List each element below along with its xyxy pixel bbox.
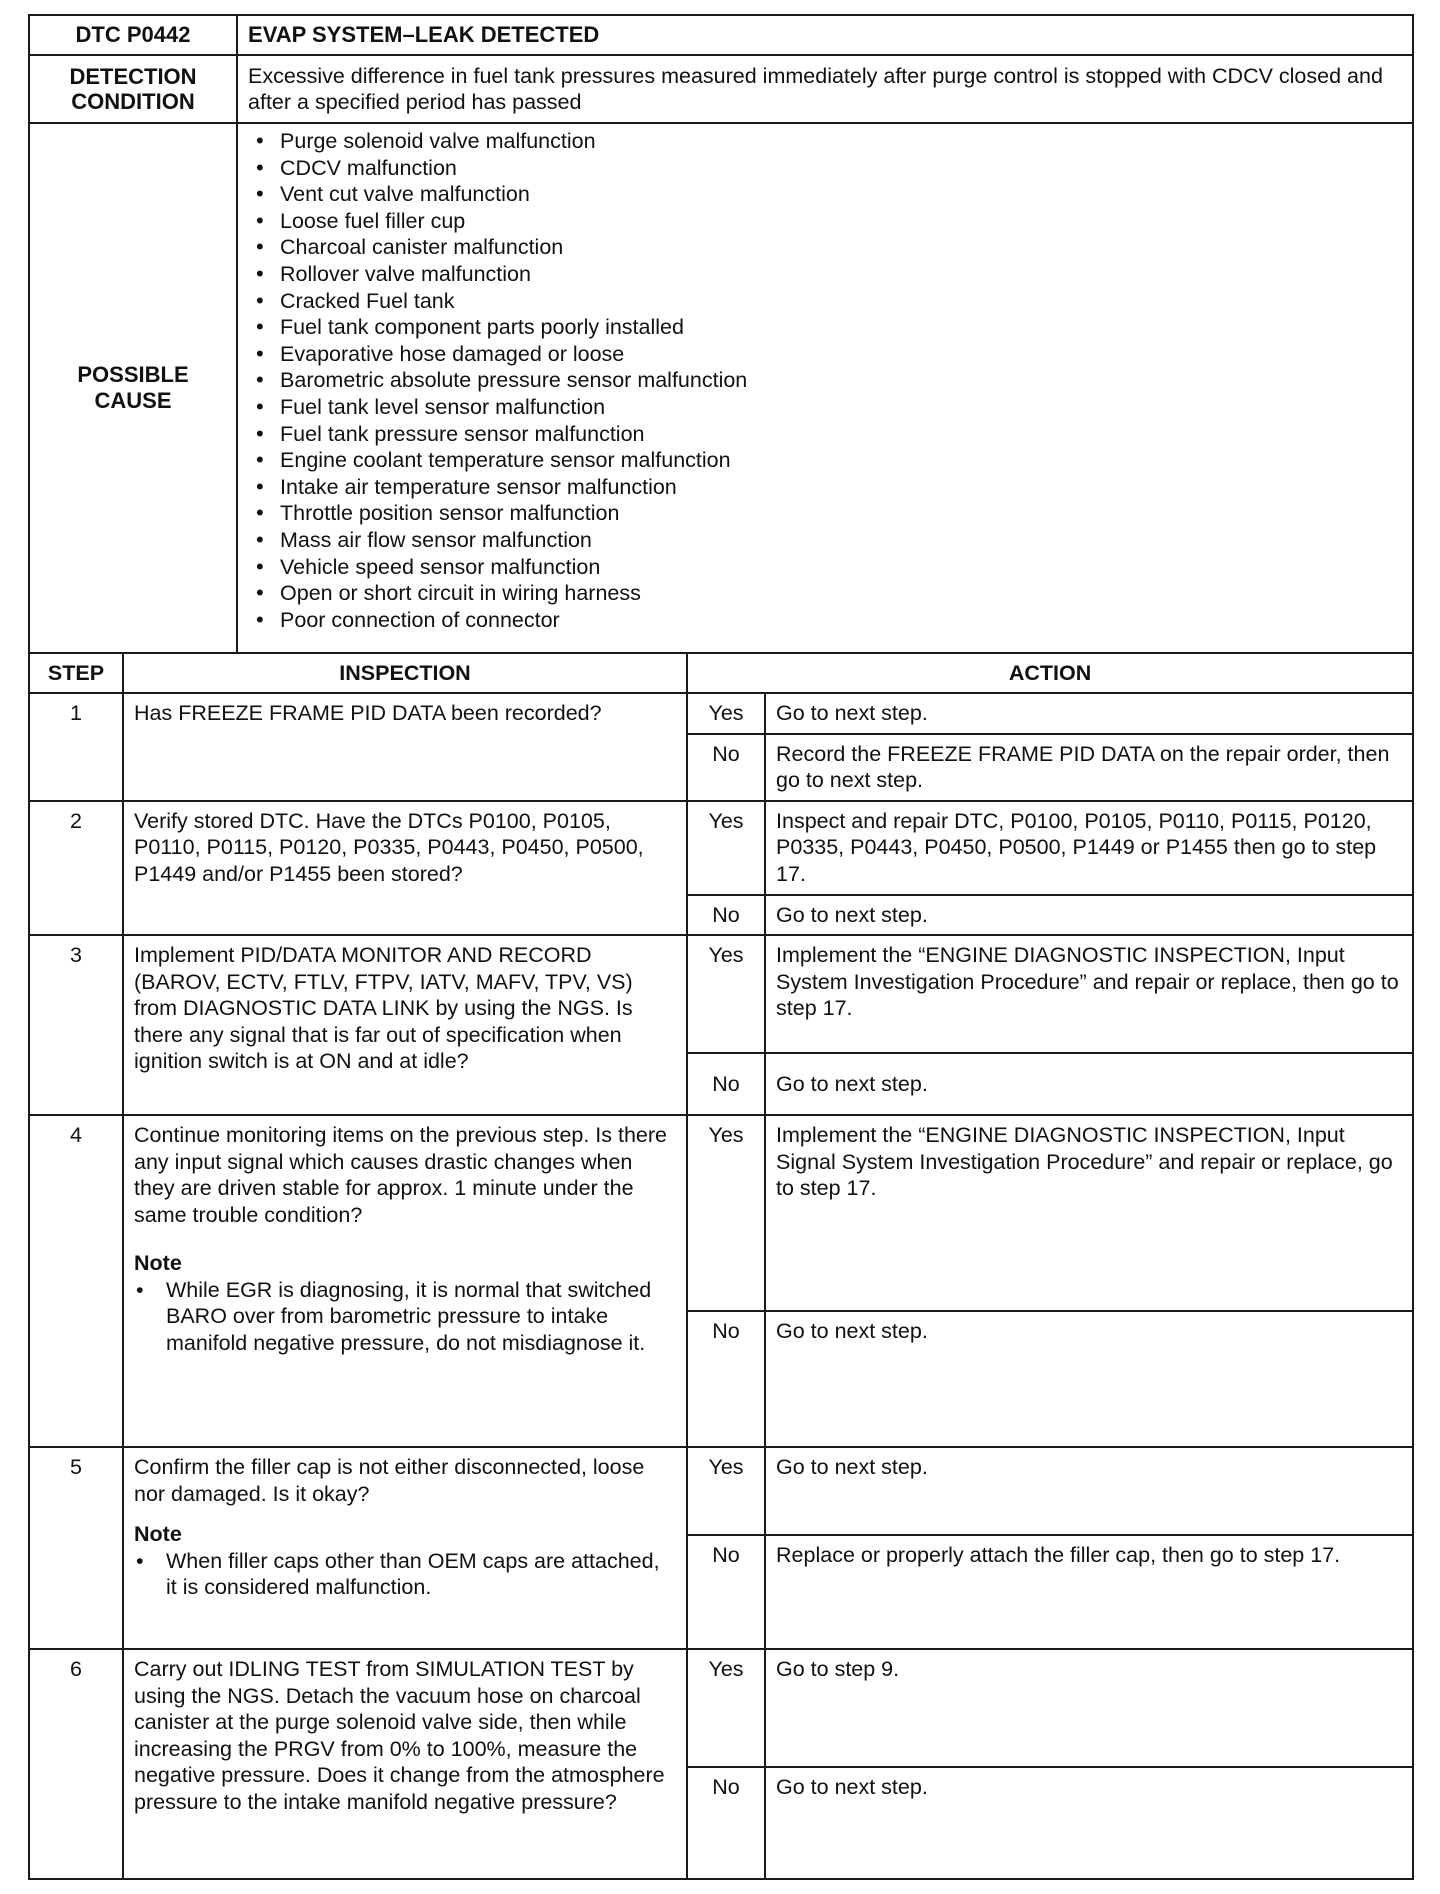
action-column-header: ACTION: [687, 653, 1413, 693]
no-label: No: [687, 895, 765, 936]
table-row: [29, 1115, 1413, 1311]
diagnostic-table: [28, 14, 1414, 1880]
cause-item: • Fuel tank level sensor malfunction: [248, 394, 1402, 421]
yes-label: Yes: [687, 935, 765, 1053]
dtc-header-row: [29, 15, 1413, 55]
no-action: Record the FREEZE FRAME PID DATA on the repair order, then go to next step.: [765, 734, 1413, 801]
yes-label: Yes: [687, 1649, 765, 1767]
cause-item: • Poor connection of connector: [248, 607, 1402, 634]
dtc-sheet: [28, 14, 1412, 1880]
cause-item: • Fuel tank component parts poorly installed: [248, 314, 1402, 341]
cause-label: POSSIBLE CAUSE: [29, 123, 237, 653]
step-number: 3: [29, 935, 123, 1115]
cause-item: • Fuel tank pressure sensor malfunction: [248, 421, 1402, 448]
note-title: Note: [134, 1251, 182, 1275]
cause-item: • Cracked Fuel tank: [248, 288, 1402, 315]
no-action: Go to next step.: [765, 1767, 1413, 1879]
cause-item: • Rollover valve malfunction: [248, 261, 1402, 288]
step-number: 6: [29, 1649, 123, 1879]
inspection-text: Confirm the filler cap is not either disconnected, loose nor damaged. Is it okay?: [134, 1455, 645, 1506]
inspection-cell: Has FREEZE FRAME PID DATA been recorded?: [123, 693, 687, 801]
cause-item: • Intake air temperature sensor malfunction: [248, 474, 1402, 501]
yes-label: Yes: [687, 801, 765, 895]
dtc-title: EVAP SYSTEM–LEAK DETECTED: [237, 15, 1413, 55]
inspection-cell: [123, 1115, 687, 1447]
cause-item: • Loose fuel filler cup: [248, 208, 1402, 235]
cause-item: • Engine coolant temperature sensor malfunction: [248, 447, 1402, 474]
inspection-column-header: INSPECTION: [123, 653, 687, 693]
table-row: [29, 693, 1413, 734]
note-text: • While EGR is diagnosing, it is normal that switched BARO over from barometric pressure to intake manifold negative pressure, do not misdiagnose it.: [134, 1277, 676, 1357]
cause-item: • CDCV malfunction: [248, 155, 1402, 182]
table-row: [29, 1447, 1413, 1535]
table-row: [29, 1649, 1413, 1767]
detection-label: DETECTION CONDITION: [29, 55, 237, 123]
step-number: 5: [29, 1447, 123, 1649]
cause-list: [248, 128, 1402, 633]
cause-item: • Throttle position sensor malfunction: [248, 500, 1402, 527]
step-number: 4: [29, 1115, 123, 1447]
no-action: Go to next step.: [765, 895, 1413, 936]
no-action: Go to next step.: [765, 1311, 1413, 1447]
cause-item: • Purge solenoid valve malfunction: [248, 128, 1402, 155]
step-number: 1: [29, 693, 123, 801]
yes-action: Go to next step.: [765, 1447, 1413, 1535]
inspection-text: Continue monitoring items on the previous step. Is there any input signal which causes drastic changes when they are driven stable for approx. 1 minute under the same trouble condition?: [134, 1123, 668, 1227]
detection-text: Excessive difference in fuel tank pressures measured immediately after purge control is stopped with CDCV closed and after a specified period has passed: [237, 55, 1413, 123]
cause-item: • Barometric absolute pressure sensor malfunction: [248, 367, 1402, 394]
yes-action: Go to step 9.: [765, 1649, 1413, 1767]
cause-item: • Mass air flow sensor malfunction: [248, 527, 1402, 554]
detection-row: [29, 55, 1413, 123]
no-label: No: [687, 734, 765, 801]
yes-action: Go to next step.: [765, 693, 1413, 734]
cause-item: • Vehicle speed sensor malfunction: [248, 554, 1402, 581]
cause-item: • Vent cut valve malfunction: [248, 181, 1402, 208]
no-label: No: [687, 1053, 765, 1115]
inspection-cell: Verify stored DTC. Have the DTCs P0100, P0105, P0110, P0115, P0120, P0335, P0443, P0450, P0500, P1449 and/or P1455 been stored?: [123, 801, 687, 936]
no-action: Go to next step.: [765, 1053, 1413, 1115]
yes-action: Inspect and repair DTC, P0100, P0105, P0110, P0115, P0120, P0335, P0443, P0450, P0500, P1449 or P1455 then go to step 17.: [765, 801, 1413, 895]
dtc-code: DTC P0442: [29, 15, 237, 55]
table-row: [29, 801, 1413, 895]
yes-action: Implement the “ENGINE DIAGNOSTIC INSPECTION, Input System Investigation Procedure” and repair or replace, then go to step 17.: [765, 935, 1413, 1053]
no-label: No: [687, 1311, 765, 1447]
step-number: 2: [29, 801, 123, 936]
no-label: No: [687, 1535, 765, 1649]
step-column-header: STEP: [29, 653, 123, 693]
possible-cause-row: [29, 123, 1413, 653]
no-label: No: [687, 1767, 765, 1879]
yes-label: Yes: [687, 1115, 765, 1311]
yes-action: Implement the “ENGINE DIAGNOSTIC INSPECTION, Input Signal System Investigation Procedure” and repair or replace, go to step 17.: [765, 1115, 1413, 1311]
inspection-cell: Carry out IDLING TEST from SIMULATION TEST by using the NGS. Detach the vacuum hose on charcoal canister at the purge solenoid valve side, then while increasing the PRGV from 0% to 100%, measure the negative pressure. Does it change from the atmosphere pressure to the intake manifold negative pressure?: [123, 1649, 687, 1879]
yes-label: Yes: [687, 1447, 765, 1535]
cause-item: • Open or short circuit in wiring harness: [248, 580, 1402, 607]
table-row: [29, 935, 1413, 1053]
note-text: • When filler caps other than OEM caps are attached, it is considered malfunction.: [134, 1548, 676, 1601]
cause-cell: [237, 123, 1413, 653]
yes-label: Yes: [687, 693, 765, 734]
no-action: Replace or properly attach the filler cap, then go to step 17.: [765, 1535, 1413, 1649]
note-title: Note: [134, 1522, 182, 1546]
column-header-row: [29, 653, 1413, 693]
inspection-cell: [123, 1447, 687, 1649]
cause-item: • Evaporative hose damaged or loose: [248, 341, 1402, 368]
inspection-cell: Implement PID/DATA MONITOR AND RECORD (BAROV, ECTV, FTLV, FTPV, IATV, MAFV, TPV, VS) from DIAGNOSTIC DATA LINK by using the NGS. Is there any signal that is far out of specification when ignition switch is at ON and at idle?: [123, 935, 687, 1115]
cause-item: • Charcoal canister malfunction: [248, 234, 1402, 261]
